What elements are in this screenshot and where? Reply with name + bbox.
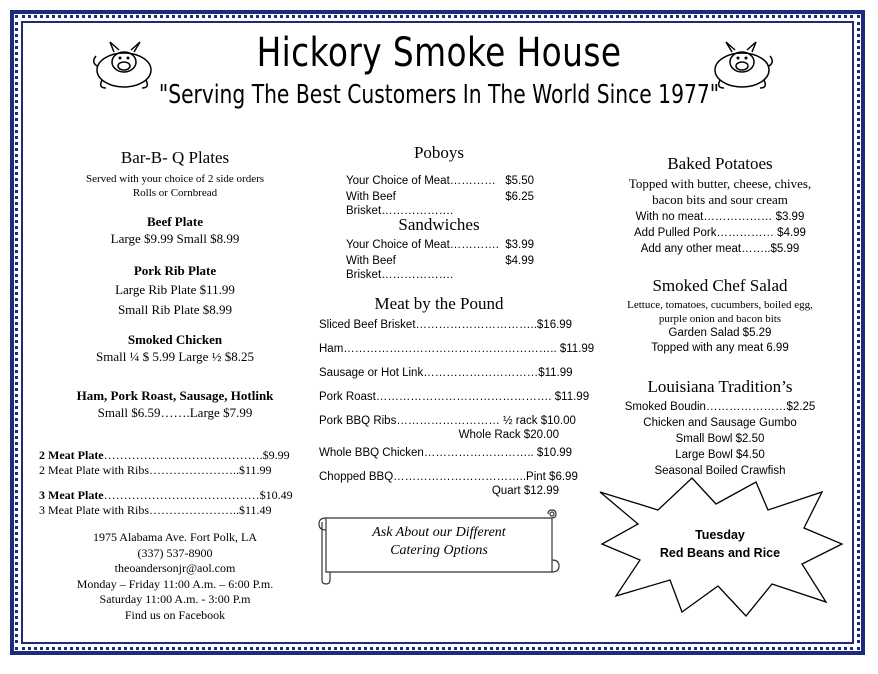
special-day: Tuesday (695, 528, 745, 542)
garden-salad: Garden Salad $5.29 (668, 327, 772, 339)
two-meat-plate: 2 Meat Plate………………………………….$9.99 (39, 448, 290, 462)
smoked-chicken-title: Smoked Chicken (127, 332, 223, 347)
email: theoandersonjr@aol.com (114, 561, 236, 575)
three-meat-plate-ribs: 3 Meat Plate with Ribs…………………..$11.49 (39, 503, 272, 517)
sandwich-item: Your Choice of Meat…………. $3.99 (346, 239, 534, 251)
boiled-crawfish: Seasonal Boiled Crawfish (654, 465, 786, 477)
chef-salad-ingredients-1: Lettuce, tomatoes, cucumbers, boiled egg, (627, 299, 813, 311)
baked-potatoes-toppings-2: bacon bits and sour cream (652, 192, 788, 207)
baked-potatoes-title: Baked Potatoes (667, 154, 773, 173)
sausage-pound: Sausage or Hot Link…………………………$11.99 (319, 367, 573, 379)
whole-bbq-chicken: Whole BBQ Chicken……………………….. $10.99 (319, 447, 573, 459)
gumbo-large-bowl: Large Bowl $4.50 (675, 449, 765, 461)
hours-saturday: Saturday 11:00 A.m. - 3:00 P.m (99, 592, 251, 606)
poboys-title: Poboys (413, 143, 465, 162)
potato-other-meat: Add any other meat……..$5.99 (640, 243, 800, 255)
beef-plate-title: Beef Plate (147, 214, 203, 229)
poboy-item: With Beef Brisket………………. $6.25 (346, 191, 534, 217)
potato-pulled-pork: Add Pulled Pork…………… $4.99 (634, 227, 806, 239)
louisiana-title: Louisiana Tradition’s (647, 377, 793, 396)
chopped-bbq-quart: Quart $12.99 (491, 485, 559, 497)
beef-plate-price: Large $9.99 Small $8.99 (110, 231, 240, 246)
sandwich-item: With Beef Brisket………………. $4.99 (346, 255, 534, 281)
contact-info (30, 530, 320, 623)
address: 1975 Alabama Ave. Fort Polk, LA (92, 530, 258, 544)
bbq-plates-title: Bar-B- Q Plates (120, 148, 230, 167)
salad-with-meat: Topped with any meat 6.99 (651, 342, 789, 354)
ham-combo-title: Ham, Pork Roast, Sausage, Hotlink (76, 388, 274, 403)
bbq-plates-bread: Rolls or Cornbread (132, 187, 218, 199)
ham-pound: Ham……………………………………………….. $11.99 (319, 343, 595, 355)
gumbo: Chicken and Sausage Gumbo (643, 417, 797, 429)
bbq-ribs-pound: Pork BBQ Ribs……………………… ½ rack $10.00 (319, 415, 576, 427)
potato-no-meat: With no meat……………… $3.99 (635, 211, 805, 223)
gumbo-small-bowl: Small Bowl $2.50 (675, 433, 765, 445)
chef-salad-ingredients-2: purple onion and bacon bits (658, 313, 782, 325)
whole-rack-price: Whole Rack $20.00 (458, 429, 559, 441)
baked-potatoes-toppings-1: Topped with butter, cheese, chives, (628, 176, 812, 191)
sliced-beef-brisket: Sliced Beef Brisket…………………………..$16.99 (319, 319, 573, 331)
catering-line-1: Ask About our Different (372, 525, 506, 540)
catering-note (326, 524, 552, 560)
meat-by-pound-title: Meat by the Pound (374, 294, 504, 313)
smoked-chicken-price: Small ¼ $ 5.99 Large ½ $8.25 (96, 349, 254, 364)
bbq-plates-sides: Served with your choice of 2 side orders (85, 173, 265, 185)
phone: (337) 537-8900 (137, 545, 213, 560)
bbq-plates-section (30, 148, 320, 200)
poboy-item: Your Choice of Meat………… $5.50 (346, 175, 534, 187)
sandwiches-title: Sandwiches (398, 215, 480, 234)
pork-rib-small: Small Rib Plate $8.99 (117, 302, 233, 317)
smoked-boudin: Smoked Boudin…………………$2.25 (624, 401, 816, 413)
pork-rib-title: Pork Rib Plate (133, 263, 217, 278)
catering-line-2: Catering Options (390, 543, 488, 558)
facebook-link: Find us on Facebook (124, 607, 226, 622)
ham-combo-price: Small $6.59…….Large $7.99 (97, 405, 253, 420)
restaurant-tagline: "Serving The Best Customers In The World Since 1977" (158, 80, 720, 110)
pork-rib-large: Large Rib Plate $11.99 (115, 282, 235, 297)
pork-roast-pound: Pork Roast………………………………………. $11.99 (319, 391, 590, 403)
special-dish: Red Beans and Rice (659, 546, 781, 560)
two-meat-plate-ribs: 2 Meat Plate with Ribs…………………..$11.99 (39, 463, 272, 477)
daily-special (640, 526, 800, 562)
chopped-bbq: Chopped BBQ……………………………..Pint $6.99 (319, 471, 578, 483)
restaurant-title: Hickory Smoke House (256, 30, 622, 76)
hours-weekday: Monday – Friday 11:00 A.m. – 6:00 P.m. (76, 576, 274, 591)
three-meat-plate: 3 Meat Plate…………………………………$10.49 (39, 488, 293, 502)
chef-salad-title: Smoked Chef Salad (652, 276, 788, 295)
